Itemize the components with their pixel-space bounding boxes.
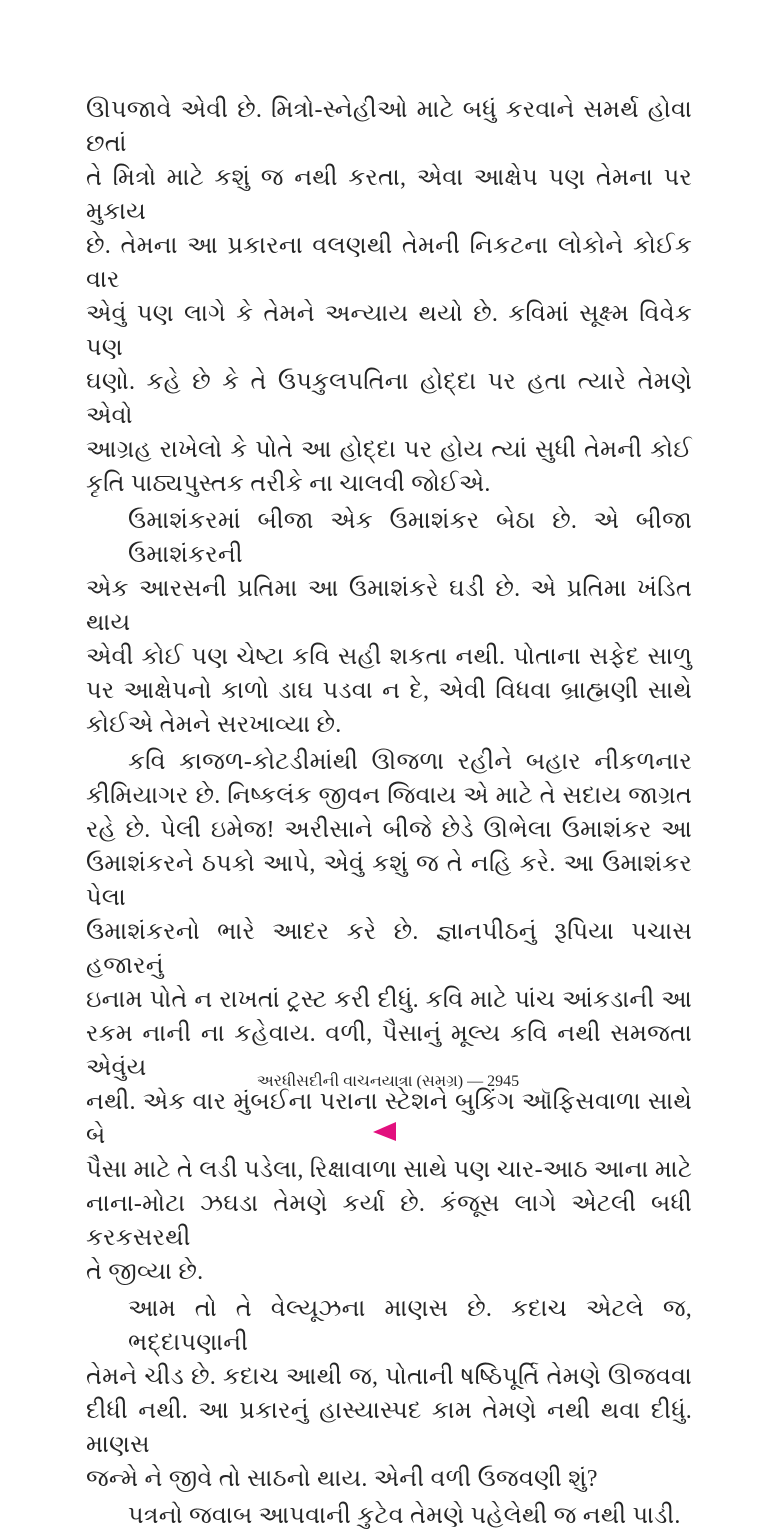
text-line: જન્મે ને જીવે તો સાઠનો થાય. એની વળી ઉજવણી શું? <box>86 1466 598 1492</box>
text-line: કવિ કાજળ-કોટડીમાંથી ઊજળા રહીને બહાર નીકળનાર <box>128 749 692 775</box>
paragraph <box>86 1499 692 1533</box>
text-line: છે. તેમના આ પ્રકારના વલણથી તેમની નિકટના લોકોને કોઈક વાર <box>86 233 692 293</box>
text-line: ઉમાશંકરનો ભારે આદર કરે છે. જ્ઞાનપીઠનું રૂપિયા પચાસ હજારનું <box>86 919 692 979</box>
text-line: ઇનામ પોતે ન રાખતાં ટ્રસ્ટ કરી દીધું. કવિ માટે પાંચ આંકડાની આ <box>86 987 692 1013</box>
text-line: એક આરસની પ્રતિમા આ ઉમાશંકરે ઘડી છે. એ પ્રતિમા ખંડિત થાય <box>86 576 692 636</box>
text-line: રકમ નાની ના કહેવાય. વળી, પૈસાનું મૂલ્ય કવિ નથી સમજતા એવુંય <box>86 1021 692 1081</box>
text-line: દીધી નથી. આ પ્રકારનું હાસ્યાસ્પદ કામ તેમણે નથી થવા દીધું. માણસ <box>86 1398 692 1458</box>
text-line: તેમને ચીડ છે. કદાચ આથી જ, પોતાની ષષ્ઠિપૂર્તિ તેમણે ઊજવવા <box>86 1364 692 1390</box>
text-line: પૈસા માટે તે લડી પડેલા, રિક્ષાવાળા સાથે પણ ચાર-આઠ આના માટે <box>86 1157 693 1183</box>
text-line: કોઈએ તેમને સરખાવ્યા છે. <box>86 712 342 738</box>
text-line: ઘણો. કહે છે કે તે ઉપકુલપતિના હોદ્દા પર હતા ત્યારે તેમણે એવો <box>86 369 692 429</box>
text-block <box>86 93 692 1533</box>
text-line: પત્રનો જવાબ આપવાની કુટેવ તેમણે પહેલેથી જ નથી પાડી. <box>128 1503 681 1529</box>
paragraph <box>86 745 692 1289</box>
left-triangle-icon <box>373 1122 396 1141</box>
text-line: તે મિત્રો માટે કશું જ નથી કરતા, એવા આક્ષેપ પણ તેમના પર મુકાય <box>86 165 692 225</box>
text-line: રહે છે. પેલી ઇમેજ! અરીસાને બીજે છેડે ઊભેલા ઉમાશંકર આ <box>86 817 692 843</box>
text-line: આમ તો તે વેલ્યૂઝના માણસ છે. કદાચ એટલે જ, ભદ્દાપણાની <box>128 1296 692 1356</box>
text-line: કૃતિ પાઠ્યપુસ્તક તરીકે ના ચાલવી જોઈએ. <box>86 471 491 497</box>
text-line: નાના-મોટા ઝઘડા તેમણે કર્યા છે. કંજૂસ લાગે એટલી બધી કરકસરથી <box>86 1191 692 1251</box>
text-line: પર આક્ષેપનો કાળો ડાઘ પડવા ન દે, એવી વિધવા બ્રાહ્મણી સાથે <box>86 678 692 704</box>
text-line: આગ્રહ રાખેલો કે પોતે આ હોદ્દા પર હોય ત્યાં સુધી તેમની કોઈ <box>86 437 692 463</box>
text-line: કીમિયાગર છે. નિષ્કલંક જીવન જિવાય એ માટે તે સદાય જાગ્રત <box>86 783 692 809</box>
text-line: નથી. એક વાર મુંબઈના પરાના સ્ટેશને બુકિંગ ઑફિસવાળા સાથે બે <box>86 1089 692 1149</box>
footer-running-title: અરધીસદીની વાચનયાત્રા (સમગ્ર) — 2945 <box>256 1073 520 1090</box>
text-line: એવી કોઈ પણ ચેષ્ટા કવિ સહી શકતા નથી. પોતાના સફેદ સાળુ <box>86 644 692 670</box>
paragraph <box>86 1292 692 1496</box>
paragraph <box>86 93 692 501</box>
text-line: તે જીવ્યા છે. <box>86 1259 204 1285</box>
text-line: ઉમાશંકરમાં બીજા એક ઉમાશંકર બેઠા છે. એ બીજા ઉમાશંકરની <box>128 508 692 568</box>
text-line: ઉમાશંકરને ઠપકો આપે, એવું કશું જ તે નહિ કરે. આ ઉમાશંકર પેલા <box>86 851 692 911</box>
text-line: ઊપજાવે એવી છે. મિત્રો-સ્નેહીઓ માટે બધું કરવાને સમર્થ હોવા છતાં <box>86 97 692 157</box>
paragraph <box>86 504 692 742</box>
text-line: એવું પણ લાગે કે તેમને અન્યાય થયો છે. કવિમાં સૂક્ષ્મ વિવેક પણ <box>86 301 692 361</box>
